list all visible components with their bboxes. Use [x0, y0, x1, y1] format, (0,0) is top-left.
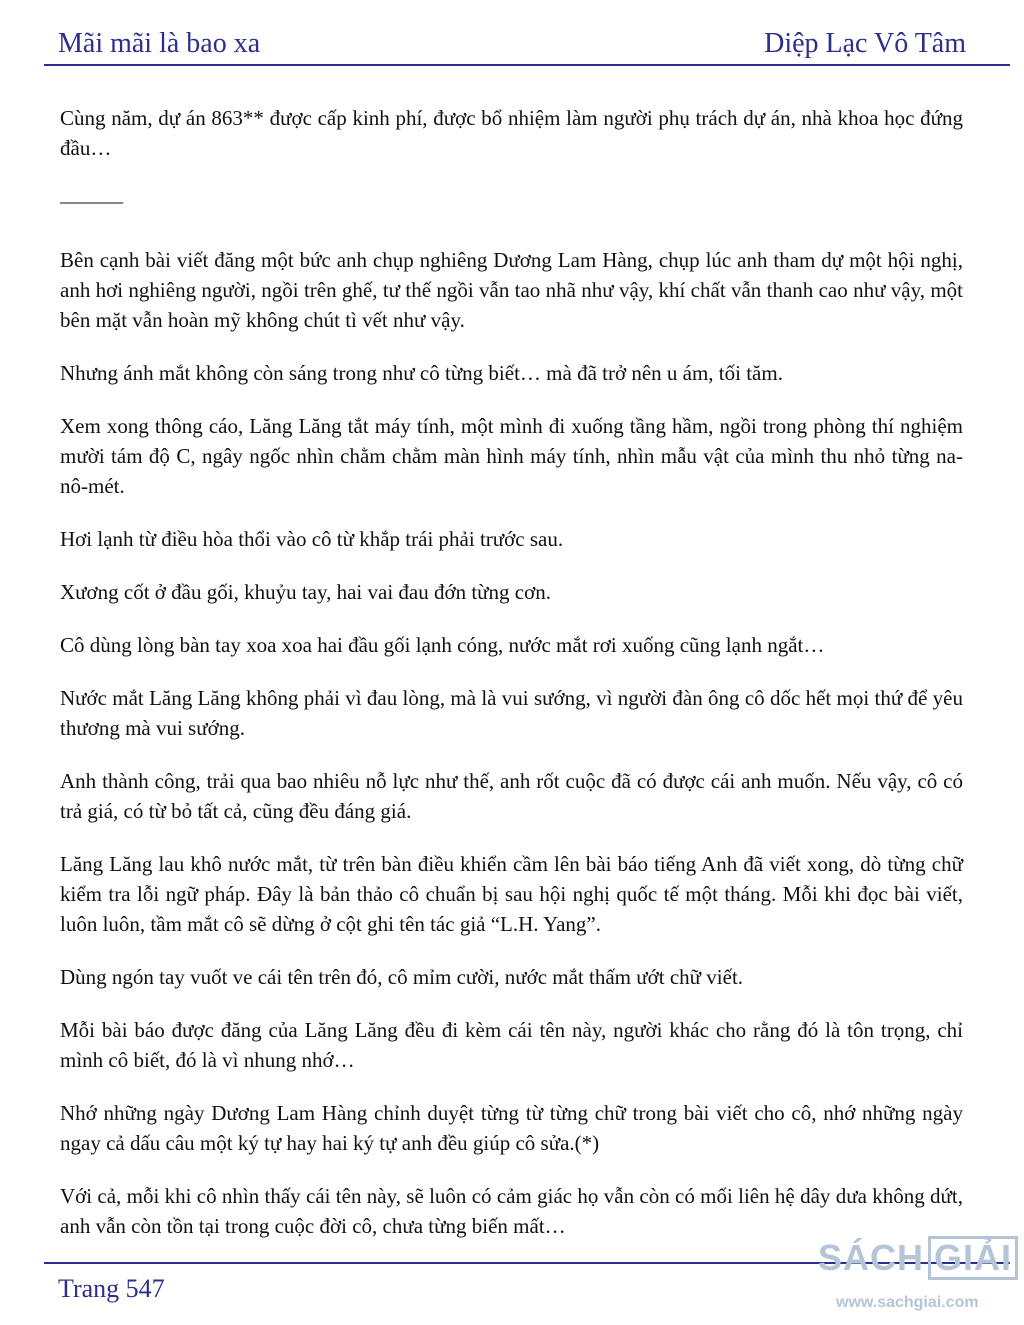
- paragraph: Lăng Lăng lau khô nước mắt, từ trên bàn điều khiển cầm lên bài báo tiếng Anh đã viết xong, dò từng chữ kiểm tra lỗi ngữ pháp. Đây là bản thảo cô chuẩn bị sau hội nghị quốc tế một tháng. Mỗi khi đọc bài viết, luôn luôn, tầm mắt cô sẽ dừng ở cột ghi tên tác giả “L.H. Yang”.: [60, 852, 963, 936]
- page-body: [60, 103, 963, 1264]
- paragraph: Xem xong thông cáo, Lăng Lăng tắt máy tính, một mình đi xuống tầng hầm, ngồi trong phòng thí nghiệm mười tám độ C, ngây ngốc nhìn chằm chằm màn hình máy tính, nhìn mẫu vật của mình thu nhỏ từng na-nô-mét.: [60, 414, 963, 498]
- paragraph: Dùng ngón tay vuốt ve cái tên trên đó, cô mỉm cười, nước mắt thấm ướt chữ viết.: [60, 965, 744, 989]
- paragraph: Anh thành công, trải qua bao nhiêu nỗ lực như thế, anh rốt cuộc đã có được cái anh muốn. Nếu vậy, cô có trả giá, có từ bỏ tất cả, cũng đều đáng giá.: [60, 769, 963, 823]
- author-name: Diệp Lạc Vô Tâm: [764, 28, 966, 59]
- paragraph: Hơi lạnh từ điều hòa thổi vào cô từ khắp trái phải trước sau.: [60, 527, 564, 551]
- section-separator: ———: [60, 189, 123, 213]
- paragraph: Nước mắt Lăng Lăng không phải vì đau lòng, mà là vui sướng, vì người đàn ông cô dốc hết mọi thứ để yêu thương mà vui sướng.: [60, 686, 963, 740]
- page-number: Trang 547: [58, 1274, 165, 1303]
- book-title: Mãi mãi là bao xa: [58, 28, 261, 59]
- paragraph: Xương cốt ở đầu gối, khuỷu tay, hai vai đau đớn từng cơn.: [60, 580, 551, 604]
- watermark-logo-boxed: GIẢI: [928, 1236, 1018, 1280]
- paragraph: Nhớ những ngày Dương Lam Hàng chỉnh duyệt từng từ từng chữ trong bài viết cho cô, nhớ những ngày ngay cả dấu câu một ký tự hay hai ký tự anh đều giúp cô sửa.(*): [60, 1101, 963, 1155]
- header-divider: [44, 64, 1010, 66]
- watermark-url: www.sachgiai.com: [836, 1294, 979, 1311]
- paragraph: Bên cạnh bài viết đăng một bức anh chụp nghiêng Dương Lam Hàng, chụp lúc anh tham dự một hội nghị, anh hơi nghiêng người, ngồi trên ghế, tư thế ngồi vẫn tao nhã như vậy, khí chất vẫn thanh cao như vậy, một bên mặt vẫn hoàn mỹ không chút tì vết như vậy.: [60, 248, 963, 332]
- paragraph: Cùng năm, dự án 863** được cấp kinh phí, được bổ nhiệm làm người phụ trách dự án, nhà khoa học đứng đầu…: [60, 106, 963, 160]
- watermark: [818, 1236, 1024, 1322]
- watermark-logo: [818, 1236, 1018, 1280]
- paragraph: Cô dùng lòng bàn tay xoa xoa hai đầu gối lạnh cóng, nước mắt rơi xuống cũng lạnh ngắt…: [60, 633, 825, 657]
- watermark-logo-left: SÁCH: [818, 1237, 925, 1278]
- page-header: [58, 22, 966, 60]
- paragraph: Với cả, mỗi khi cô nhìn thấy cái tên này, sẽ luôn có cảm giác họ vẫn còn có mối liên hệ dây dưa không dứt, anh vẫn còn tồn tại trong cuộc đời cô, chưa từng biến mất…: [60, 1184, 963, 1238]
- paragraph: Nhưng ánh mắt không còn sáng trong như cô từng biết… mà đã trở nên u ám, tối tăm.: [60, 361, 783, 385]
- paragraph: Mỗi bài báo được đăng của Lăng Lăng đều đi kèm cái tên này, người khác cho rằng đó là tôn trọng, chỉ mình cô biết, đó là vì nhung nhớ…: [60, 1018, 963, 1072]
